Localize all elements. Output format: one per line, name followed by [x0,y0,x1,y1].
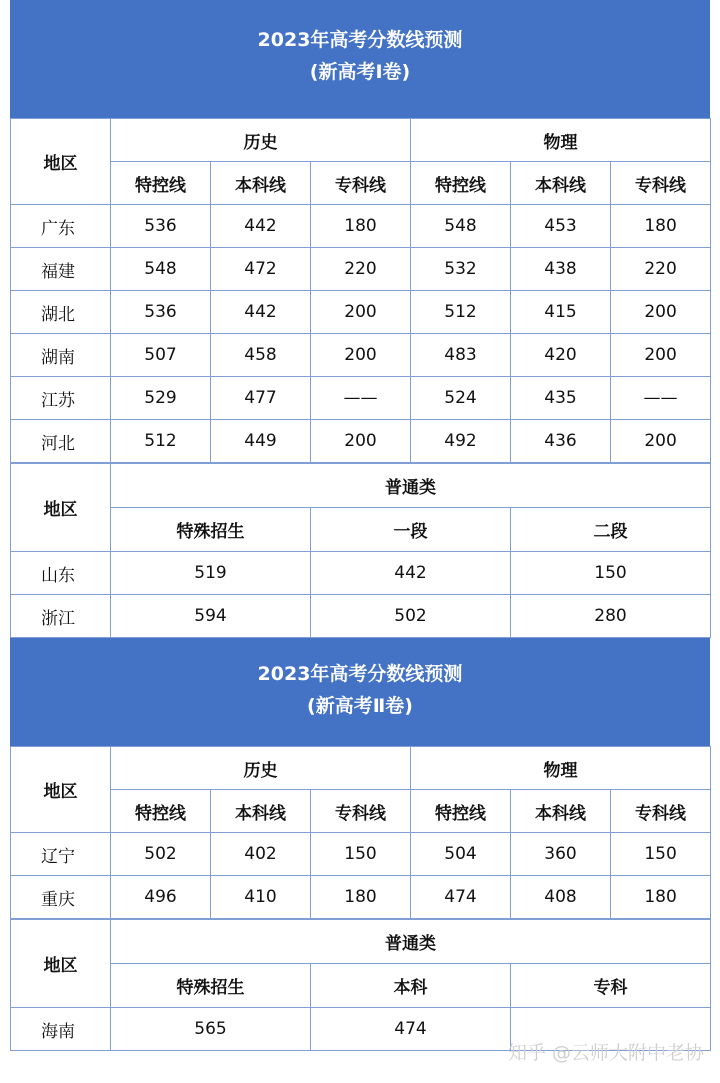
table-row [11,876,711,919]
table-row [11,205,711,248]
value-cell: 483 [411,334,511,377]
table-row [11,377,711,420]
table-row [11,248,711,291]
region-cell: 浙江 [11,595,111,638]
value-cell: 408 [511,876,611,919]
value-cell: 548 [111,248,211,291]
value-cell: 200 [611,420,711,463]
value-cell: 536 [111,205,211,248]
value-cell: 472 [211,248,311,291]
value-cell: 180 [611,876,711,919]
col-header-benke: 本科线 [211,790,311,833]
value-cell: 200 [611,291,711,334]
table-row [11,334,711,377]
general-group-header: 普通类 [111,464,711,508]
value-cell: 435 [511,377,611,420]
region-cell: 海南 [11,1008,111,1051]
col-header-zhuanke: 专科线 [611,162,711,205]
history-group-header: 历史 [111,747,411,790]
section1-title: 2023年高考分数线预测 [257,29,463,51]
value-cell: 150 [311,833,411,876]
value-cell: 442 [311,552,511,595]
value-cell: 438 [511,248,611,291]
region-cell: 辽宁 [11,833,111,876]
col-header-tier1: 一段 [311,508,511,552]
value-cell: 524 [411,377,511,420]
value-cell: 458 [211,334,311,377]
physics-group-header: 物理 [411,747,711,790]
section2-general-table [10,919,711,1051]
region-header: 地区 [11,464,111,552]
col-header-benke: 本科线 [511,162,611,205]
empty-dash-cell: —— [611,377,711,420]
value-cell: 150 [511,552,711,595]
value-cell: 436 [511,420,611,463]
value-cell: 548 [411,205,511,248]
col-header-tekong: 特控线 [411,162,511,205]
value-cell: 536 [111,291,211,334]
value-cell: 507 [111,334,211,377]
value-cell: 474 [411,876,511,919]
value-cell: 200 [311,334,411,377]
history-group-header: 历史 [111,119,411,162]
table-row [11,552,711,595]
value-cell: 492 [411,420,511,463]
value-cell: 512 [411,291,511,334]
section1-general-table [10,463,711,638]
general-group-header: 普通类 [111,920,711,964]
region-header: 地区 [11,747,111,833]
col-header-benke: 本科 [311,964,511,1008]
value-cell: 474 [311,1008,511,1051]
section2-table [10,746,711,919]
value-cell: 200 [311,420,411,463]
col-header-benke: 本科线 [211,162,311,205]
col-header-tekong: 特控线 [411,790,511,833]
region-cell: 广东 [11,205,111,248]
col-header-tekong: 特控线 [111,162,211,205]
value-cell: 477 [211,377,311,420]
table-row [11,420,711,463]
region-cell: 江苏 [11,377,111,420]
value-cell: 529 [111,377,211,420]
value-cell: 565 [111,1008,311,1051]
value-cell: 442 [211,205,311,248]
value-cell: 442 [211,291,311,334]
table-row [11,833,711,876]
col-header-tekong: 特控线 [111,790,211,833]
region-cell: 山东 [11,552,111,595]
value-cell: 415 [511,291,611,334]
value-cell: 410 [211,876,311,919]
value-cell: 200 [611,334,711,377]
region-cell: 福建 [11,248,111,291]
value-cell: 280 [511,595,711,638]
col-header-zhuanke: 专科线 [311,162,411,205]
value-cell: 180 [611,205,711,248]
region-cell: 重庆 [11,876,111,919]
value-cell: 150 [611,833,711,876]
value-cell: 220 [311,248,411,291]
value-cell: 200 [311,291,411,334]
col-header-zhuanke: 专科 [511,964,711,1008]
value-cell: 180 [311,205,411,248]
section2-banner [10,638,710,746]
region-cell: 湖北 [11,291,111,334]
col-header-zhuanke: 专科线 [611,790,711,833]
region-header: 地区 [11,119,111,205]
col-header-tier2: 二段 [511,508,711,552]
value-cell: 512 [111,420,211,463]
section1-banner [10,0,710,118]
empty-dash-cell: —— [311,377,411,420]
value-cell: 502 [111,833,211,876]
value-cell: 420 [511,334,611,377]
col-header-benke: 本科线 [511,790,611,833]
section1-table [10,118,711,463]
value-cell: 502 [311,595,511,638]
value-cell: 594 [111,595,311,638]
value-cell: 220 [611,248,711,291]
table-row [11,291,711,334]
value-cell: 504 [411,833,511,876]
watermark: 知乎 @云师大附中老协 [507,1042,704,1064]
col-header-special: 特殊招生 [111,964,311,1008]
value-cell: 449 [211,420,311,463]
region-cell: 湖南 [11,334,111,377]
value-cell: 532 [411,248,511,291]
value-cell: 496 [111,876,211,919]
region-cell: 河北 [11,420,111,463]
value-cell: 402 [211,833,311,876]
section1-subtitle: (新高考Ⅰ卷) [309,61,411,83]
col-header-zhuanke: 专科线 [311,790,411,833]
section2-title: 2023年高考分数线预测 [257,663,463,685]
col-header-special: 特殊招生 [111,508,311,552]
value-cell: 360 [511,833,611,876]
table-row [11,595,711,638]
value-cell: 180 [311,876,411,919]
section2-subtitle: (新高考Ⅱ卷) [307,695,413,717]
region-header: 地区 [11,920,111,1008]
value-cell: 519 [111,552,311,595]
value-cell: 453 [511,205,611,248]
physics-group-header: 物理 [411,119,711,162]
score-document [10,0,710,1051]
